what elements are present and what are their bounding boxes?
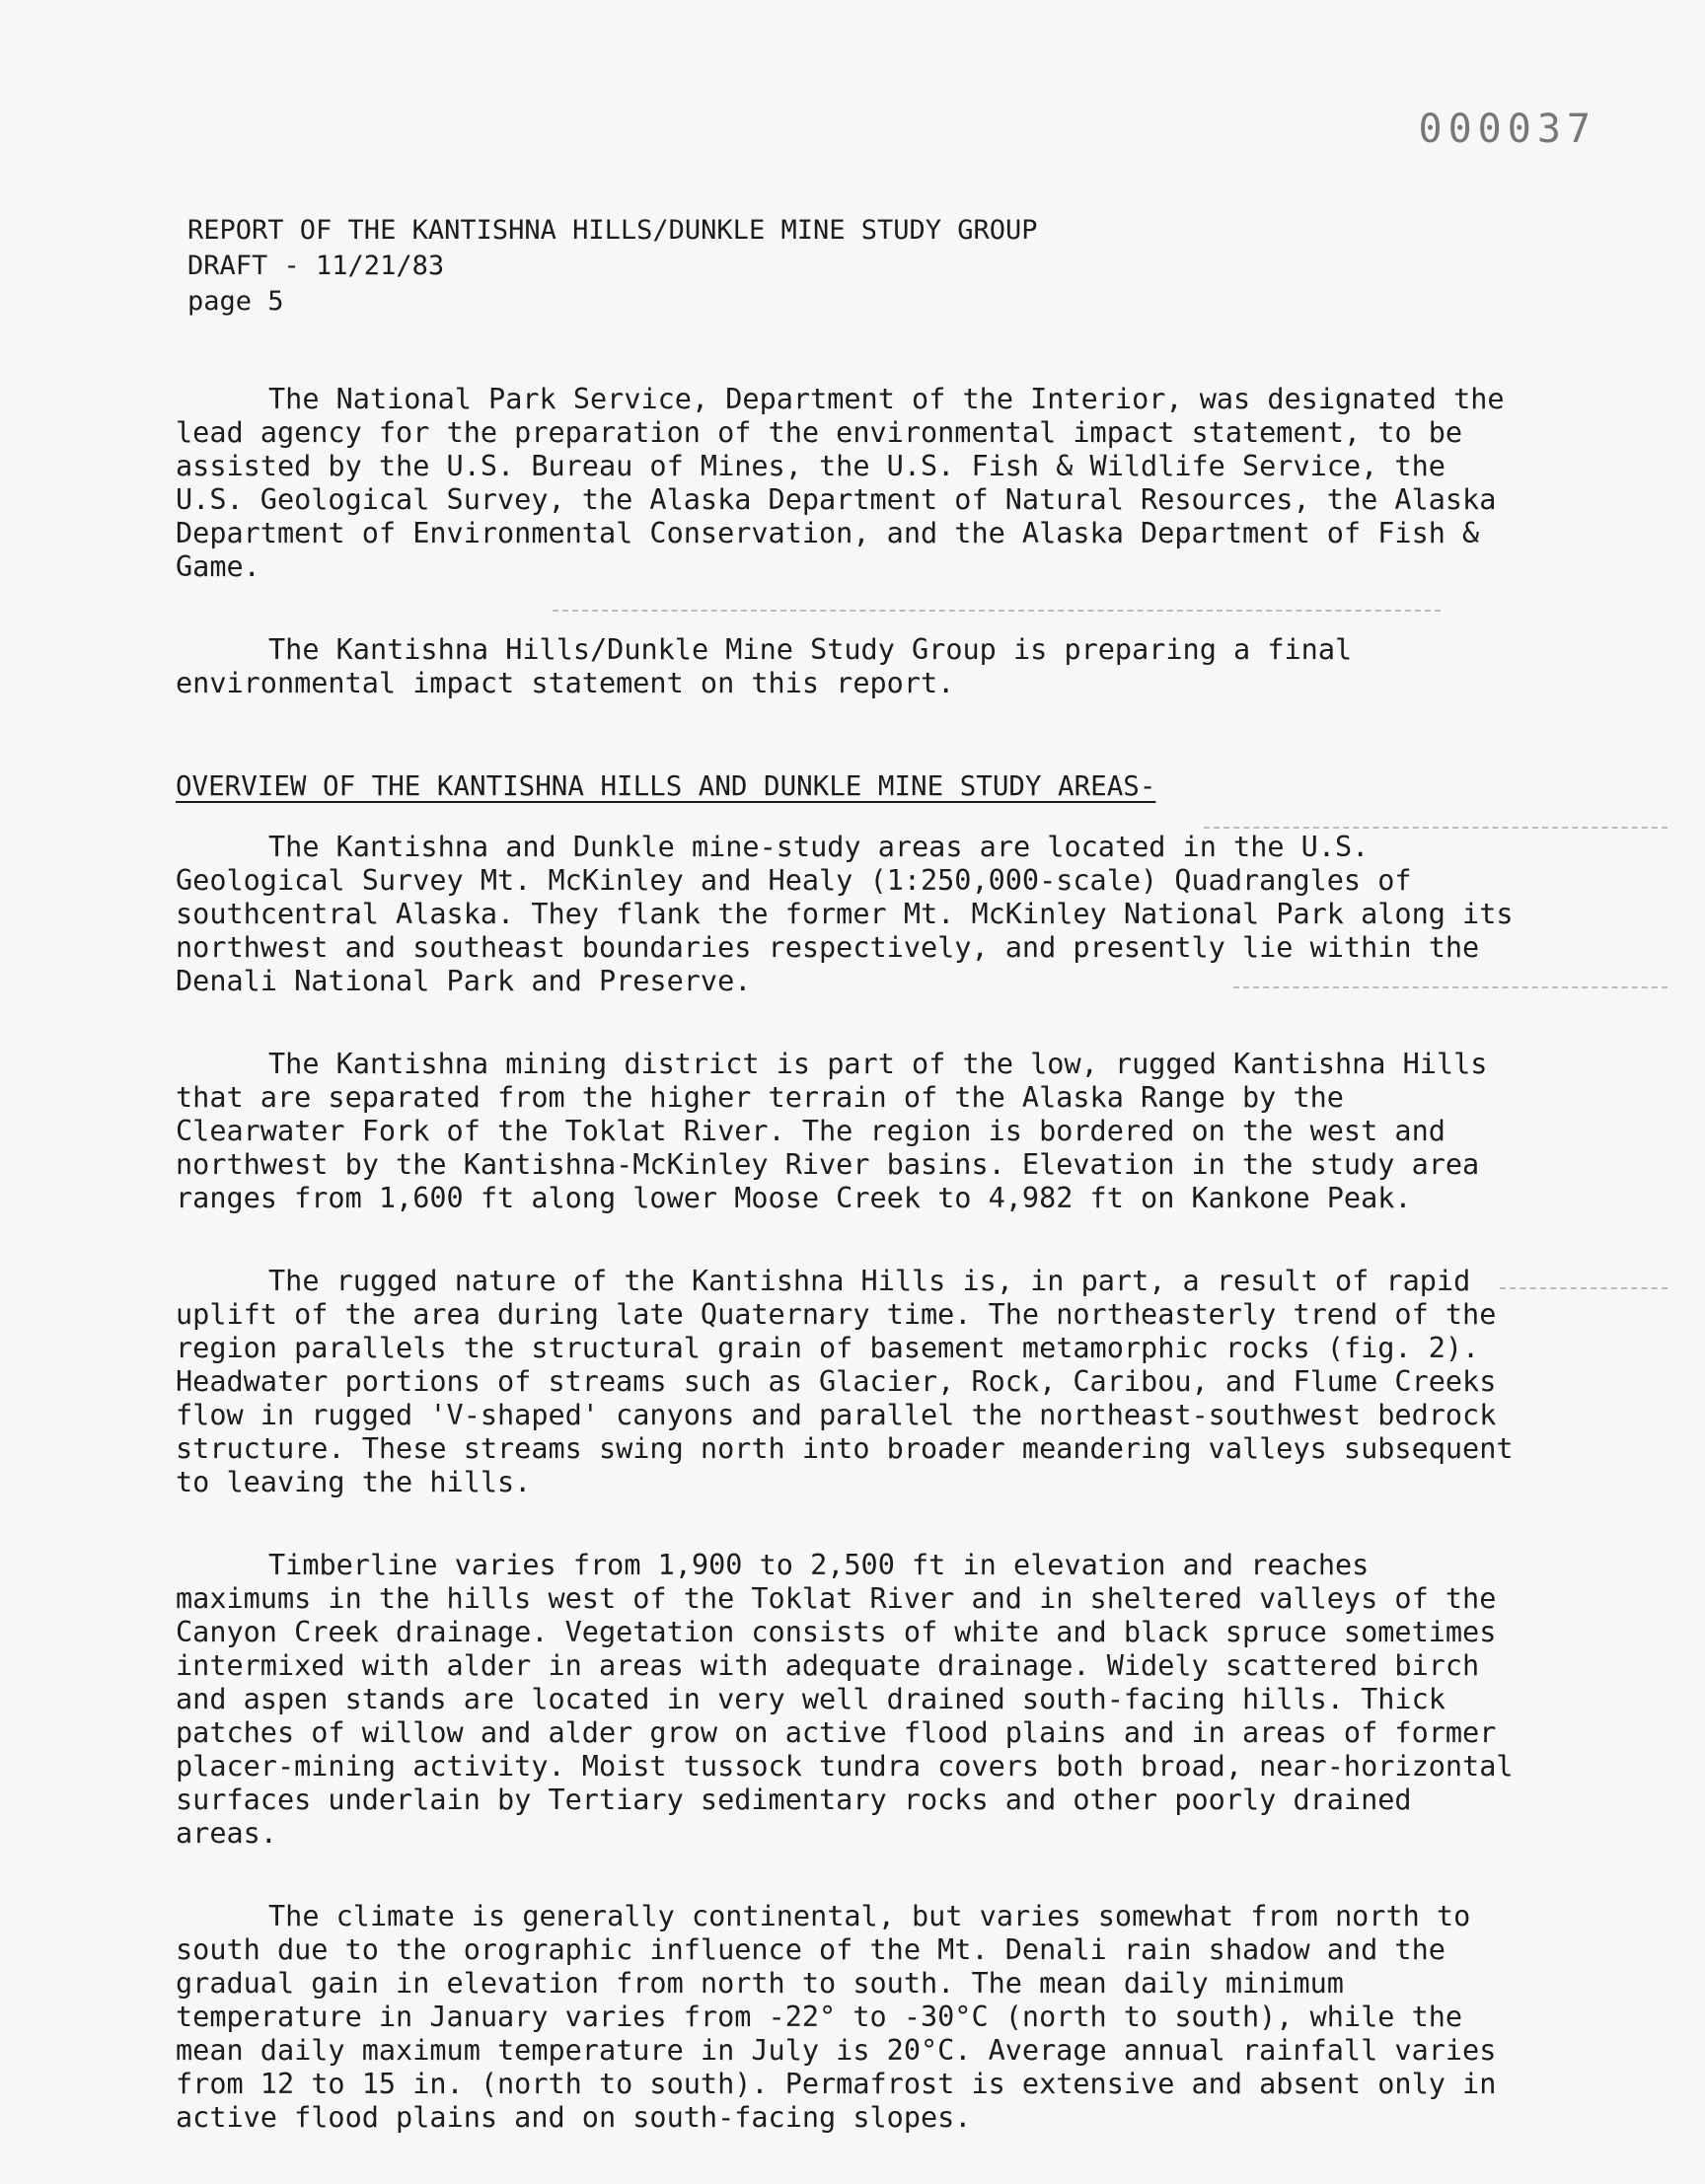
- scan-artifact-line: [1204, 827, 1668, 829]
- scan-artifact-line: [1500, 1287, 1668, 1289]
- paragraph-location: The Kantishna and Dunkle mine-study areas are located in the U.S. Geological Survey Mt. McKinley and Healy (1:250,000-scale) Quadrangles of southcentral Alaska. They flank the former Mt. McKinley National Park along its northwest and southeast boundaries respectively, and presently lie within the Denali National Park and Preserve.: [176, 831, 1514, 997]
- paragraph-terrain: The rugged nature of the Kantishna Hills is, in part, a result of rapid uplift of the area during late Quaternary time. The northeasterly trend of the region parallels the structural grain of basement metamorphic rocks (fig. 2). Headwater portions of streams such as Glacier, Rock, Caribou, and Flume Creeks flow in rugged 'V-shaped' canyons and parallel the northeast-southwest bedrock structure. These streams swing north into broader meandering valleys subsequent to leaving the hills.: [176, 1265, 1514, 1498]
- paragraph-climate: The climate is generally continental, but varies somewhat from north to south due to the orographic influence of the Mt. Denali rain shadow and the gradual gain in elevation from north to south. The mean daily minimum temperature in January varies from -22° to -30°C (north to south), while the mean daily maximum temperature in July is 20°C. Average annual rainfall varies from 12 to 15 in. (north to south). Permafrost is extensive and absent only in active flood plains and on south-facing slopes.: [176, 1900, 1497, 2134]
- document-body: [176, 383, 1518, 2184]
- section-heading-overview: OVERVIEW OF THE KANTISHNA HILLS AND DUNKLE MINE STUDY AREAS-: [176, 770, 1156, 802]
- scan-artifact-line: [553, 610, 1441, 612]
- page-number-stamp: 000037: [1418, 107, 1596, 152]
- paragraph-final-eis: The Kantishna Hills/Dunkle Mine Study Group is preparing a final environmental impact statement on this report.: [176, 633, 1353, 699]
- paragraph-vegetation: Timberline varies from 1,900 to 2,500 ft in elevation and reaches maximums in the hills west of the Toklat River and in sheltered valleys of the Canyon Creek drainage. Vegetation consists of white and black spruce sometimes intermixed with alder in areas with adequate drainage. Widely scattered birch and aspen stands are located in very well drained south-facing hills. Thick patches of willow and alder grow on active flood plains and in areas of former placer-mining activity. Moist tussock tundra covers both broad, near-horizontal surfaces underlain by Tertiary sedimentary rocks and other poorly drained areas.: [176, 1549, 1514, 1850]
- draft-date: DRAFT - 11/21/83: [187, 251, 445, 281]
- paragraph-lead-agency: The National Park Service, Department of the Interior, was designated the lead agency for the preparation of the environmental impact statement, to be assisted by the U.S. Bureau of Mines, the U.S. Fish & Wildlife Service, the U.S. Geological Survey, the Alaska Department of Natural Resources, the Alaska Department of Environmental Conservation, and the Alaska Department of Fish & Game.: [176, 383, 1505, 583]
- page-label: page 5: [187, 286, 284, 317]
- report-header: [187, 213, 1038, 320]
- paragraph-mining-district: The Kantishna mining district is part of the low, rugged Kantishna Hills that are separated from the higher terrain of the Alaska Range by the Clearwater Fork of the Toklat River. The region is bordered on the west and northwest by the Kantishna-McKinley River basins. Elevation in the study area ranges from 1,600 ft along lower Moose Creek to 4,982 ft on Kankone Peak.: [176, 1048, 1488, 1214]
- scan-artifact-line: [1233, 986, 1668, 988]
- report-title: REPORT OF THE KANTISHNA HILLS/DUNKLE MINE STUDY GROUP: [187, 215, 1038, 246]
